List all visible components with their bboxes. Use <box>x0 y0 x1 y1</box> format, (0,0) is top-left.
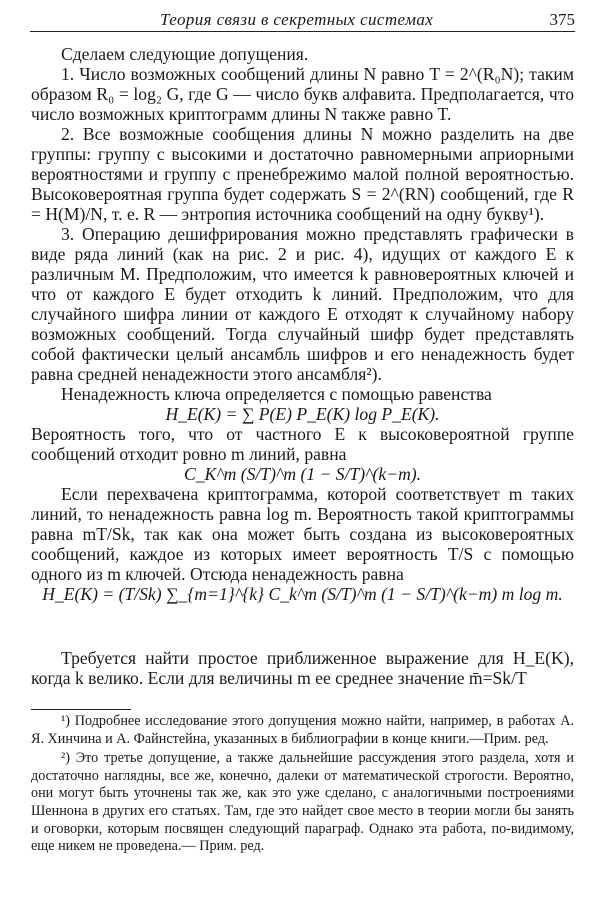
footnotes <box>31 713 574 856</box>
page-header <box>30 8 575 32</box>
header-rule <box>30 31 575 32</box>
intercept-paragraph: Если перехвачена криптограмма, которой соответствует m таких линий, то ненадежность равна log m. Вероятность такой криптограммы равна mT/Sk, так как она может быть создана из высоковероятных сообщений, каждое из которых имеет вероятность T/S с помощью одного из m ключей. Отсюда ненадежность равна <box>31 484 574 584</box>
footnote-rule <box>31 709 131 710</box>
assumption-2: 2. Все возможные сообщения длины N можно разделить на две группы: группу с высокими и достаточно равномерными априорными вероятностями и группу с пренебрежимо малой полной вероятностью. Высоковероятная группа будет содержать S = 2^(RN) сообщений, где R = H(M)/N, т. е. R — энтропия источника сообщений на одну букву¹). <box>31 124 574 224</box>
page-number: 375 <box>549 10 575 29</box>
assumption-3: 3. Операцию дешифрирования можно представлять графически в виде ряда линий (как на рис. 2 и рис. 4), идущих от каждого E к различным M. Предположим, что имеется k равновероятных ключей и что от каждого E будет отходить k линий. Предположим, что для случайного шифра линии от каждого E отходят к случайному набору возможных сообщений. Тогда случайный шифр будет представлять собой фактически целый ансамбль шифров и его ненадежность будет равна средней ненадежности этого ансамбля²). <box>31 224 574 384</box>
probability-paragraph: Вероятность того, что от частного E к высоковероятной группе сообщений отходит ровно m линий, равна <box>31 424 574 464</box>
footnote-1: ¹) Подробнее исследование этого допущения можно найти, например, в работах А. Я. Хинчина и А. Файнстейна, указанных в библиографии в конце книги.—Прим. ред. <box>31 713 574 747</box>
formula-binomial: C_K^m (S/T)^m (1 − S/T)^(k−m). <box>183 464 422 484</box>
footnote-2: ²) Это третье допущение, а также дальнейшие рассуждения этого раздела, хотя и достаточно наглядны, все же, конечно, далеки от математической строгости. Вероятно, они могут быть уточнены так же, как это уже сделано, с аналогичными построениями Шеннона в других его статьях. Там, где это найдет свое место в теории могли бы занять и оговорки, которым посвящен следующий параграф. Однако эта работа, по-видимому, еще никем не проведена.— Прим. ред. <box>31 750 574 855</box>
intro-paragraph: Сделаем следующие допущения. <box>61 44 309 64</box>
approximation-paragraph: Требуется найти простое приближенное выражение для H_E(K), когда k велико. Если для величины m ее среднее значение m̄=Sk/T <box>31 648 574 688</box>
formula-equivocation: H_E(K) = ∑ P(E) P_E(K) log P_E(K). <box>165 404 440 424</box>
assumption-1: 1. Число возможных сообщений длины N равно T = 2^(R₀N); таким образом R₀ = log₂ G, где G — число букв алфавита. Предполагается, что число возможных криптограмм длины N также равно T. <box>31 64 574 124</box>
formula-sum: H_E(K) = (T/Sk) ∑_{m=1}^{k} C_k^m (S/T)^m (1 − S/T)^(k−m) m log m. <box>42 584 563 604</box>
main-text <box>31 44 574 688</box>
running-title: Теория связи в секретных системах <box>160 10 434 29</box>
key-equivocation-intro: Ненадежность ключа определяется с помощью равенства <box>61 384 492 404</box>
